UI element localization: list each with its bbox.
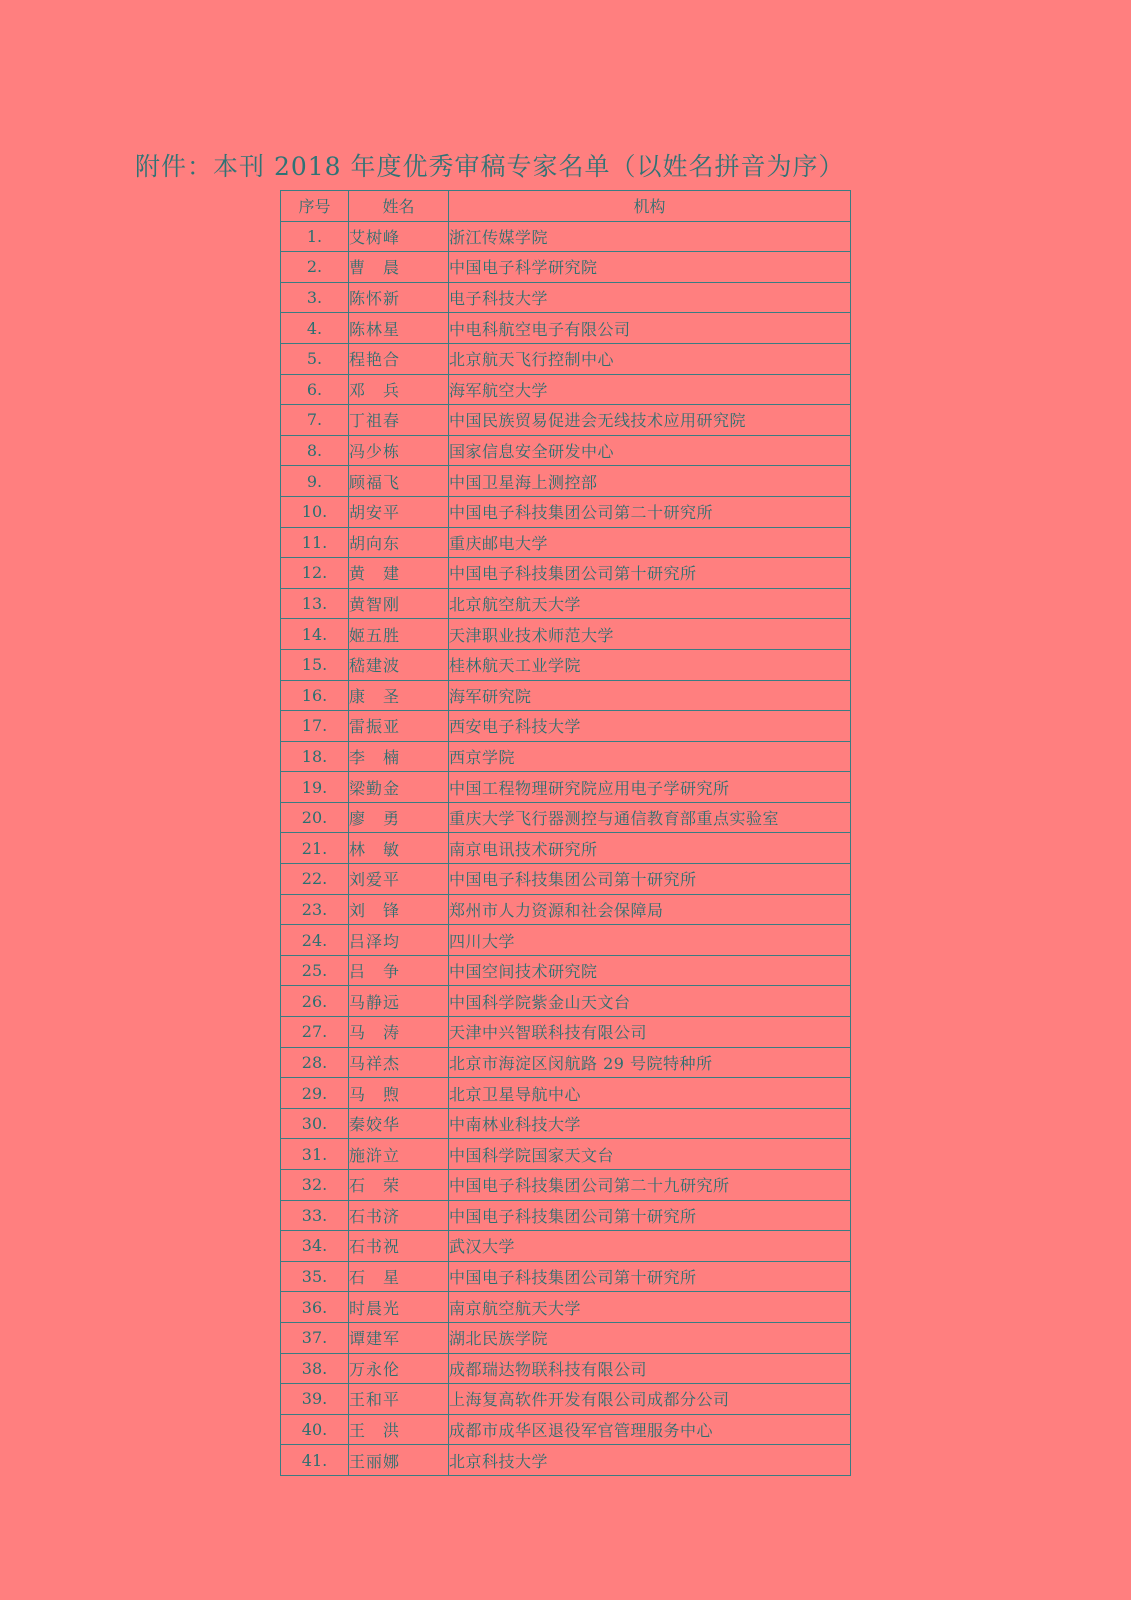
reviewer-organization: 中国空间技术研究院 — [449, 955, 851, 986]
table-row — [281, 802, 851, 833]
reviewer-name: 马静远 — [349, 986, 449, 1017]
header-organization: 机构 — [449, 191, 851, 222]
row-number: 6. — [281, 374, 349, 405]
table-row — [281, 527, 851, 558]
row-number: 1. — [281, 221, 349, 252]
reviewer-name: 曹 晨 — [349, 252, 449, 283]
table-row — [281, 1292, 851, 1323]
reviewer-name: 石 星 — [349, 1261, 449, 1292]
row-number: 32. — [281, 1170, 349, 1201]
reviewer-name: 姬五胜 — [349, 619, 449, 650]
reviewer-name: 胡安平 — [349, 496, 449, 527]
row-number: 38. — [281, 1353, 349, 1384]
row-number: 41. — [281, 1445, 349, 1476]
table-row — [281, 925, 851, 956]
table-row — [281, 1200, 851, 1231]
reviewer-name: 刘爱平 — [349, 864, 449, 895]
table-row — [281, 1017, 851, 1048]
row-number: 2. — [281, 252, 349, 283]
reviewer-organization: 郑州市人力资源和社会保障局 — [449, 894, 851, 925]
reviewer-organization: 北京卫星导航中心 — [449, 1078, 851, 1109]
reviewer-name: 马 煦 — [349, 1078, 449, 1109]
reviewer-organization: 西安电子科技大学 — [449, 711, 851, 742]
reviewer-name: 吕泽均 — [349, 925, 449, 956]
reviewer-organization: 北京市海淀区闵航路 29 号院特种所 — [449, 1047, 851, 1078]
reviewer-organization: 北京航空航天大学 — [449, 588, 851, 619]
row-number: 15. — [281, 649, 349, 680]
reviewer-name: 丁祖春 — [349, 405, 449, 436]
table-row — [281, 1139, 851, 1170]
reviewer-organization: 天津中兴智联科技有限公司 — [449, 1017, 851, 1048]
row-number: 14. — [281, 619, 349, 650]
reviewer-organization: 中国民族贸易促进会无线技术应用研究院 — [449, 405, 851, 436]
row-number: 36. — [281, 1292, 349, 1323]
row-number: 37. — [281, 1322, 349, 1353]
reviewer-name: 谭建军 — [349, 1322, 449, 1353]
reviewer-name: 施浒立 — [349, 1139, 449, 1170]
reviewer-organization: 中国卫星海上测控部 — [449, 466, 851, 497]
table-row — [281, 252, 851, 283]
reviewer-organization: 中国电子科技集团公司第十研究所 — [449, 1200, 851, 1231]
row-number: 9. — [281, 466, 349, 497]
table-row — [281, 833, 851, 864]
reviewer-name: 康 圣 — [349, 680, 449, 711]
row-number: 3. — [281, 282, 349, 313]
reviewer-name: 李 楠 — [349, 741, 449, 772]
row-number: 19. — [281, 772, 349, 803]
row-number: 31. — [281, 1139, 349, 1170]
reviewer-name: 马祥杰 — [349, 1047, 449, 1078]
row-number: 22. — [281, 864, 349, 895]
reviewer-organization: 西京学院 — [449, 741, 851, 772]
table-row — [281, 894, 851, 925]
reviewer-name: 黄 建 — [349, 558, 449, 589]
table-row — [281, 496, 851, 527]
table-row — [281, 1414, 851, 1445]
row-number: 33. — [281, 1200, 349, 1231]
reviewer-organization: 中电科航空电子有限公司 — [449, 313, 851, 344]
table-row — [281, 466, 851, 497]
table-row — [281, 1261, 851, 1292]
reviewer-organization: 中国电子科技集团公司第十研究所 — [449, 1261, 851, 1292]
row-number: 35. — [281, 1261, 349, 1292]
reviewer-organization: 北京科技大学 — [449, 1445, 851, 1476]
reviewer-organization: 南京电讯技术研究所 — [449, 833, 851, 864]
reviewer-name: 马 涛 — [349, 1017, 449, 1048]
table-header-row — [281, 191, 851, 222]
row-number: 8. — [281, 435, 349, 466]
table-row — [281, 1231, 851, 1262]
row-number: 5. — [281, 343, 349, 374]
reviewer-name: 万永伦 — [349, 1353, 449, 1384]
table-row — [281, 1078, 851, 1109]
reviewer-name: 程艳合 — [349, 343, 449, 374]
reviewer-organization: 桂林航天工业学院 — [449, 649, 851, 680]
row-number: 10. — [281, 496, 349, 527]
reviewer-name: 嵇建波 — [349, 649, 449, 680]
row-number: 20. — [281, 802, 349, 833]
reviewer-name: 林 敏 — [349, 833, 449, 864]
reviewer-organization: 成都瑞达物联科技有限公司 — [449, 1353, 851, 1384]
reviewer-name: 雷振亚 — [349, 711, 449, 742]
table-row — [281, 864, 851, 895]
reviewer-organization: 重庆大学飞行器测控与通信教育部重点实验室 — [449, 802, 851, 833]
reviewer-organization: 中国电子科技集团公司第二十研究所 — [449, 496, 851, 527]
table-row — [281, 282, 851, 313]
row-number: 16. — [281, 680, 349, 711]
table-row — [281, 741, 851, 772]
reviewer-name: 顾福飞 — [349, 466, 449, 497]
row-number: 21. — [281, 833, 349, 864]
reviewer-name: 廖 勇 — [349, 802, 449, 833]
row-number: 27. — [281, 1017, 349, 1048]
reviewer-name: 邓 兵 — [349, 374, 449, 405]
table-row — [281, 558, 851, 589]
reviewer-organization: 中国科学院紫金山天文台 — [449, 986, 851, 1017]
reviewer-name: 时晨光 — [349, 1292, 449, 1323]
reviewer-organization: 成都市成华区退役军官管理服务中心 — [449, 1414, 851, 1445]
reviewer-organization: 中国科学院国家天文台 — [449, 1139, 851, 1170]
row-number: 18. — [281, 741, 349, 772]
table-row — [281, 1322, 851, 1353]
header-name: 姓名 — [349, 191, 449, 222]
table-row — [281, 1170, 851, 1201]
reviewer-organization: 湖北民族学院 — [449, 1322, 851, 1353]
row-number: 30. — [281, 1108, 349, 1139]
reviewer-name: 梁勤金 — [349, 772, 449, 803]
table-row — [281, 772, 851, 803]
table-row — [281, 313, 851, 344]
reviewer-organization: 重庆邮电大学 — [449, 527, 851, 558]
reviewer-organization: 南京航空航天大学 — [449, 1292, 851, 1323]
table-body — [281, 221, 851, 1475]
reviewer-organization: 中国电子科技集团公司第十研究所 — [449, 864, 851, 895]
row-number: 12. — [281, 558, 349, 589]
table-row — [281, 405, 851, 436]
reviewer-organization: 电子科技大学 — [449, 282, 851, 313]
table-row — [281, 680, 851, 711]
row-number: 39. — [281, 1384, 349, 1415]
reviewer-organization: 海军航空大学 — [449, 374, 851, 405]
reviewer-organization: 武汉大学 — [449, 1231, 851, 1262]
table-row — [281, 1047, 851, 1078]
table-row — [281, 986, 851, 1017]
reviewer-name: 石 荣 — [349, 1170, 449, 1201]
row-number: 13. — [281, 588, 349, 619]
reviewer-organization: 中国电子科技集团公司第二十九研究所 — [449, 1170, 851, 1201]
reviewer-name: 王 洪 — [349, 1414, 449, 1445]
reviewer-name: 吕 争 — [349, 955, 449, 986]
table-row — [281, 1108, 851, 1139]
reviewer-name: 石书济 — [349, 1200, 449, 1231]
row-number: 29. — [281, 1078, 349, 1109]
row-number: 17. — [281, 711, 349, 742]
table-row — [281, 1384, 851, 1415]
reviewer-organization: 中国电子科技集团公司第十研究所 — [449, 558, 851, 589]
table-row — [281, 649, 851, 680]
table-row — [281, 343, 851, 374]
reviewer-name: 秦姣华 — [349, 1108, 449, 1139]
reviewer-organization: 天津职业技术师范大学 — [449, 619, 851, 650]
table-row — [281, 435, 851, 466]
table-row — [281, 221, 851, 252]
reviewer-name: 陈怀新 — [349, 282, 449, 313]
reviewer-name: 刘 锋 — [349, 894, 449, 925]
reviewer-name: 胡向东 — [349, 527, 449, 558]
reviewer-name: 王丽娜 — [349, 1445, 449, 1476]
header-number: 序号 — [281, 191, 349, 222]
reviewer-organization: 国家信息安全研发中心 — [449, 435, 851, 466]
table-row — [281, 619, 851, 650]
row-number: 7. — [281, 405, 349, 436]
reviewer-organization: 中南林业科技大学 — [449, 1108, 851, 1139]
reviewer-organization: 北京航天飞行控制中心 — [449, 343, 851, 374]
page-title: 附件：本刊 2018 年度优秀审稿专家名单（以姓名拼音为序） — [135, 152, 845, 181]
table-row — [281, 955, 851, 986]
reviewer-name: 艾树峰 — [349, 221, 449, 252]
reviewer-organization: 浙江传媒学院 — [449, 221, 851, 252]
reviewer-organization: 中国工程物理研究院应用电子学研究所 — [449, 772, 851, 803]
row-number: 28. — [281, 1047, 349, 1078]
table-row — [281, 711, 851, 742]
row-number: 40. — [281, 1414, 349, 1445]
reviewer-organization: 四川大学 — [449, 925, 851, 956]
table-row — [281, 1353, 851, 1384]
reviewer-name: 冯少栋 — [349, 435, 449, 466]
row-number: 23. — [281, 894, 349, 925]
reviewer-name: 黄智刚 — [349, 588, 449, 619]
reviewer-name: 陈林星 — [349, 313, 449, 344]
row-number: 25. — [281, 955, 349, 986]
reviewer-name: 王和平 — [349, 1384, 449, 1415]
reviewer-organization: 上海复高软件开发有限公司成都分公司 — [449, 1384, 851, 1415]
row-number: 26. — [281, 986, 349, 1017]
reviewer-organization: 海军研究院 — [449, 680, 851, 711]
table-row — [281, 588, 851, 619]
table-row — [281, 374, 851, 405]
row-number: 4. — [281, 313, 349, 344]
table-row — [281, 1445, 851, 1476]
row-number: 34. — [281, 1231, 349, 1262]
reviewer-name: 石书祝 — [349, 1231, 449, 1262]
reviewer-table — [280, 190, 851, 1476]
row-number: 24. — [281, 925, 349, 956]
row-number: 11. — [281, 527, 349, 558]
reviewer-organization: 中国电子科学研究院 — [449, 252, 851, 283]
